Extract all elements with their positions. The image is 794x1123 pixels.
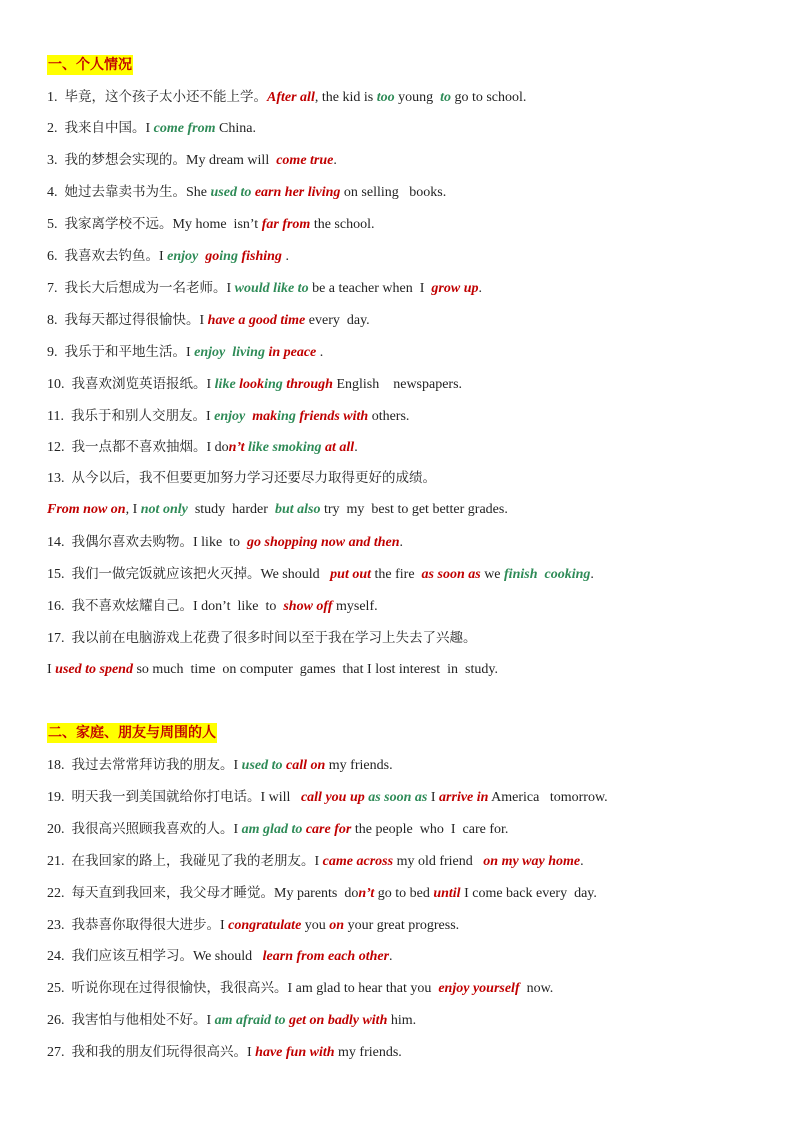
phrase-highlight: but also xyxy=(274,502,321,517)
sentence-line xyxy=(47,500,774,520)
item-number: 8. xyxy=(47,313,65,328)
phrase-highlight: come from xyxy=(153,121,216,136)
sentence-text: I like to xyxy=(193,535,248,550)
sentence-line xyxy=(47,406,774,426)
phrase-highlight: congratulate xyxy=(228,918,302,933)
phrase-highlight: enjoy living xyxy=(194,345,265,360)
item-number: 4. xyxy=(47,185,65,200)
sentence-text: on selling books. xyxy=(340,185,447,200)
sentence-line xyxy=(47,150,774,170)
sentence-text: 在我回家的路上，我碰见了我的老朋友。 xyxy=(71,853,315,869)
item-number: 15. xyxy=(47,567,72,582)
sentence-line xyxy=(47,819,774,839)
sentence-text: 我乐于和别人交朋友。 xyxy=(70,408,206,424)
phrase-highlight: would like to xyxy=(234,281,309,296)
phrase-highlight: have a good time xyxy=(207,313,306,328)
phrase-highlight: From now on xyxy=(47,502,126,517)
sentence-text: 我喜欢去钓鱼。 xyxy=(64,248,159,264)
sentence-text: my old friend xyxy=(393,854,484,869)
sentence-text: I xyxy=(145,121,154,136)
item-number: 6. xyxy=(47,249,65,264)
sentence-text: . xyxy=(399,535,404,550)
sentence-text: I xyxy=(47,662,56,677)
sentence-text: I do xyxy=(206,440,229,455)
phrase-highlight: finish cooking xyxy=(504,567,591,582)
item-number: 27. xyxy=(47,1045,72,1060)
sentence-text: be a teacher when I xyxy=(308,281,432,296)
sentence-text: 我以前在电脑游戏上花费了很多时间以至于我在学习上失去了兴趣。 xyxy=(71,630,477,646)
phrase-highlight: n’t xyxy=(358,886,375,901)
item-number: 20. xyxy=(47,822,72,837)
item-number: 18. xyxy=(47,758,72,773)
phrase-highlight: After all xyxy=(267,90,315,105)
sentence-text: I xyxy=(427,790,440,805)
sentence-line xyxy=(47,755,774,775)
phrase-highlight: learn from each other xyxy=(262,949,390,964)
item-number: 17. xyxy=(47,631,72,646)
sentence-line xyxy=(47,660,774,680)
sentence-text: 毕竟，这个孩子太小还不能上学。 xyxy=(64,89,267,105)
phrase-highlight: used to spend xyxy=(55,662,133,677)
item-number: 22. xyxy=(47,886,72,901)
sentence-text: I will xyxy=(260,790,301,805)
sentence-text: we xyxy=(480,567,505,582)
sentence-text: 她过去靠卖书为生。 xyxy=(64,184,186,200)
sentence-text: . xyxy=(590,567,594,582)
item-number: 16. xyxy=(47,599,72,614)
sentence-text: the school. xyxy=(310,217,375,232)
phrase-highlight: look xyxy=(239,377,265,392)
sentence-text: My home isn’t xyxy=(172,217,262,232)
phrase-highlight: fishing xyxy=(241,249,282,264)
sentence-line xyxy=(47,946,774,966)
phrase-highlight: ing xyxy=(264,377,283,392)
phrase-highlight: n’t xyxy=(228,440,245,455)
sentence-line xyxy=(47,374,774,394)
phrase-highlight: like xyxy=(214,377,236,392)
item-number: 12. xyxy=(47,440,72,455)
sentence-line xyxy=(47,564,774,584)
phrase-highlight: to xyxy=(440,90,451,105)
sentence-text: 我害怕与他相处不好。 xyxy=(71,1012,207,1028)
sentence-text: your great progress. xyxy=(344,918,460,933)
sentence-text: 我很高兴照顾我喜欢的人。 xyxy=(71,821,234,837)
sentence-text: go to school. xyxy=(450,90,527,105)
sentence-text: I xyxy=(233,822,242,837)
item-number: 11. xyxy=(47,409,71,424)
sentence-line xyxy=(47,182,774,202)
item-number: 1. xyxy=(47,90,65,105)
phrase-highlight: came across xyxy=(322,854,394,869)
sentence-line xyxy=(47,883,774,903)
phrase-highlight: on xyxy=(329,918,345,933)
phrase-highlight: put out xyxy=(330,567,372,582)
sentence-text: I xyxy=(206,377,215,392)
item-number: 13. xyxy=(47,471,72,486)
sentence-text: study harder xyxy=(187,502,275,517)
phrase-highlight: am afraid to xyxy=(214,1013,286,1028)
sentence-text: others. xyxy=(368,409,410,424)
sentence-text: I xyxy=(199,313,208,328)
phrase-highlight: go shopping now and then xyxy=(247,535,400,550)
sentence-text: 我过去常常拜访我的朋友。 xyxy=(71,757,234,773)
sentence-line xyxy=(47,1010,774,1030)
sentence-line xyxy=(47,437,774,457)
sentence-line xyxy=(47,87,774,107)
sentence-text: . xyxy=(580,854,584,869)
sentence-text: 我家离学校不远。 xyxy=(64,216,173,232)
sentence-text: , the kid is xyxy=(314,90,377,105)
phrase-highlight: as soon as xyxy=(421,567,481,582)
sentence-text: 听说你现在过得很愉快，我很高兴。 xyxy=(71,980,288,996)
sentence-text: now. xyxy=(519,981,554,996)
sentence-text: you xyxy=(301,918,330,933)
sentence-text: . xyxy=(316,345,324,360)
sentence-text: My dream will xyxy=(186,153,277,168)
phrase-highlight: far from xyxy=(261,217,311,232)
phrase-highlight: not only xyxy=(140,502,188,517)
sentence-text: my friends. xyxy=(334,1045,402,1060)
phrase-highlight: grow up xyxy=(431,281,479,296)
phrase-highlight: enjoy xyxy=(167,249,199,264)
sentence-text: 我们一做完饭就应该把火灭掉。 xyxy=(71,566,261,582)
sentence-text: try my best to get better grades. xyxy=(320,502,508,517)
sentence-text: We should xyxy=(193,949,263,964)
phrase-highlight: come true xyxy=(276,153,334,168)
sentence-line xyxy=(47,214,774,234)
sentence-text: 我来自中国。 xyxy=(64,120,146,136)
item-number: 25. xyxy=(47,981,72,996)
item-number: 7. xyxy=(47,281,65,296)
sentence-text: myself. xyxy=(332,599,378,614)
phrase-highlight: in peace xyxy=(268,345,317,360)
phrase-highlight: mak xyxy=(252,409,278,424)
sentence-line xyxy=(47,342,774,362)
sentence-line xyxy=(47,310,774,330)
sentence-text: I xyxy=(206,1013,215,1028)
sentence-text: We should xyxy=(260,567,331,582)
phrase-highlight: get on badly with xyxy=(288,1013,388,1028)
sentence-text: every day. xyxy=(305,313,370,328)
sentence-text: My parents do xyxy=(274,886,359,901)
sentence-line xyxy=(47,1042,774,1062)
phrase-highlight: have fun with xyxy=(255,1045,335,1060)
sentence-line xyxy=(47,532,774,552)
phrase-highlight: care for xyxy=(305,822,352,837)
sentence-line xyxy=(47,787,774,807)
phrase-highlight: ing xyxy=(219,249,238,264)
phrase-highlight: until xyxy=(433,886,461,901)
sentence-text: China. xyxy=(215,121,256,136)
phrase-highlight: at all xyxy=(325,440,355,455)
sentence-text: I xyxy=(314,854,323,869)
sentence-text: I xyxy=(205,409,215,424)
phrase-highlight: show off xyxy=(283,599,333,614)
sentence-text: my friends. xyxy=(325,758,393,773)
phrase-highlight: earn her living xyxy=(254,185,341,200)
sentence-text: I don’t like to xyxy=(193,599,284,614)
sentence-text: I xyxy=(247,1045,256,1060)
sentence-text: 我一点都不喜欢抽烟。 xyxy=(71,439,207,455)
phrase-highlight: on my way home xyxy=(483,854,581,869)
sentence-text: 我们应该互相学习。 xyxy=(71,948,193,964)
phrase-highlight: used to xyxy=(210,185,252,200)
item-number: 9. xyxy=(47,345,65,360)
sentence-text: the fire xyxy=(371,567,422,582)
sentence-text: 我和我的朋友们玩得很高兴。 xyxy=(71,1044,247,1060)
sentence-text: 每天直到我回来，我父母才睡觉。 xyxy=(71,885,274,901)
item-number: 14. xyxy=(47,535,72,550)
item-number: 24. xyxy=(47,949,72,964)
item-number: 19. xyxy=(47,790,72,805)
phrase-highlight: call you up xyxy=(300,790,365,805)
phrase-highlight: friends with xyxy=(299,409,369,424)
sentence-line xyxy=(47,246,774,266)
sentence-text: I xyxy=(226,281,235,296)
sentence-text: . xyxy=(478,281,482,296)
phrase-highlight: go xyxy=(205,249,220,264)
sentence-line xyxy=(47,851,774,871)
sentence-text: 我乐于和平地生活。 xyxy=(64,344,186,360)
sentence-text: I xyxy=(159,249,168,264)
sentence-line xyxy=(47,596,774,616)
phrase-highlight: like smoking xyxy=(248,440,322,455)
item-number: 23. xyxy=(47,918,72,933)
sentence-text: 我不喜欢炫耀自己。 xyxy=(71,598,193,614)
sentence-text: I am glad to hear that you xyxy=(287,981,439,996)
sentence-text: 我恭喜你取得很大进步。 xyxy=(71,917,220,933)
sentence-text: 我每天都过得很愉快。 xyxy=(64,312,200,328)
sentence-line xyxy=(47,118,774,138)
phrase-highlight: enjoy xyxy=(214,409,246,424)
item-number: 2. xyxy=(47,121,65,136)
sentence-text: 我喜欢浏览英语报纸。 xyxy=(71,376,207,392)
sentence-text: 我的梦想会实现的。 xyxy=(64,152,186,168)
sentence-text: English newspapers. xyxy=(332,377,463,392)
sentence-line xyxy=(47,978,774,998)
phrase-highlight: call on xyxy=(286,758,326,773)
item-number: 26. xyxy=(47,1013,72,1028)
sentence-text: so much time on computer games that I lost interest in study. xyxy=(132,662,498,677)
section-title-personal: 一、个人情况 xyxy=(48,57,132,73)
sentence-text: the people who I care for. xyxy=(351,822,509,837)
phrase-highlight: arrive in xyxy=(439,790,489,805)
sentence-text: 明天我一到美国就给你打电话。 xyxy=(71,789,261,805)
sentence-text: young xyxy=(394,90,441,105)
item-number: 10. xyxy=(47,377,72,392)
item-number: 3. xyxy=(47,153,65,168)
phrase-highlight: through xyxy=(286,377,333,392)
item-number: 21. xyxy=(47,854,72,869)
sentence-text: . xyxy=(354,440,358,455)
sentence-line xyxy=(47,915,774,935)
phrase-highlight: am glad to xyxy=(241,822,303,837)
sentence-text: I xyxy=(233,758,242,773)
sentence-text: I come back every day. xyxy=(460,886,597,901)
sentence-text: . xyxy=(333,153,337,168)
sentence-text: I xyxy=(186,345,195,360)
phrase-highlight: enjoy yourself xyxy=(438,981,520,996)
section-title-family-friends: 二、家庭、朋友与周围的人 xyxy=(48,725,216,741)
sentence-text: , I xyxy=(125,502,141,517)
sentence-text: She xyxy=(186,185,211,200)
sentence-text: go to bed xyxy=(374,886,434,901)
phrase-highlight: as soon as xyxy=(368,790,428,805)
sentence-text: . xyxy=(389,949,393,964)
phrase-highlight: used to xyxy=(241,758,283,773)
sentence-line xyxy=(47,278,774,298)
sentence-text: 我长大后想成为一名老师。 xyxy=(64,280,227,296)
sentence-text: America tomorrow. xyxy=(488,790,608,805)
phrase-highlight: too xyxy=(376,90,395,105)
sentence-line xyxy=(47,468,774,488)
sentence-text: him. xyxy=(387,1013,417,1028)
sentence-line xyxy=(47,628,774,648)
item-number: 5. xyxy=(47,217,65,232)
sentence-text: I xyxy=(220,918,229,933)
sentence-text: 从今以后，我不但要更加努力学习还要尽力取得更好的成绩。 xyxy=(71,470,436,486)
sentence-text: . xyxy=(281,249,289,264)
phrase-highlight: ing xyxy=(277,409,296,424)
sentence-text: 我偶尔喜欢去购物。 xyxy=(71,534,193,550)
